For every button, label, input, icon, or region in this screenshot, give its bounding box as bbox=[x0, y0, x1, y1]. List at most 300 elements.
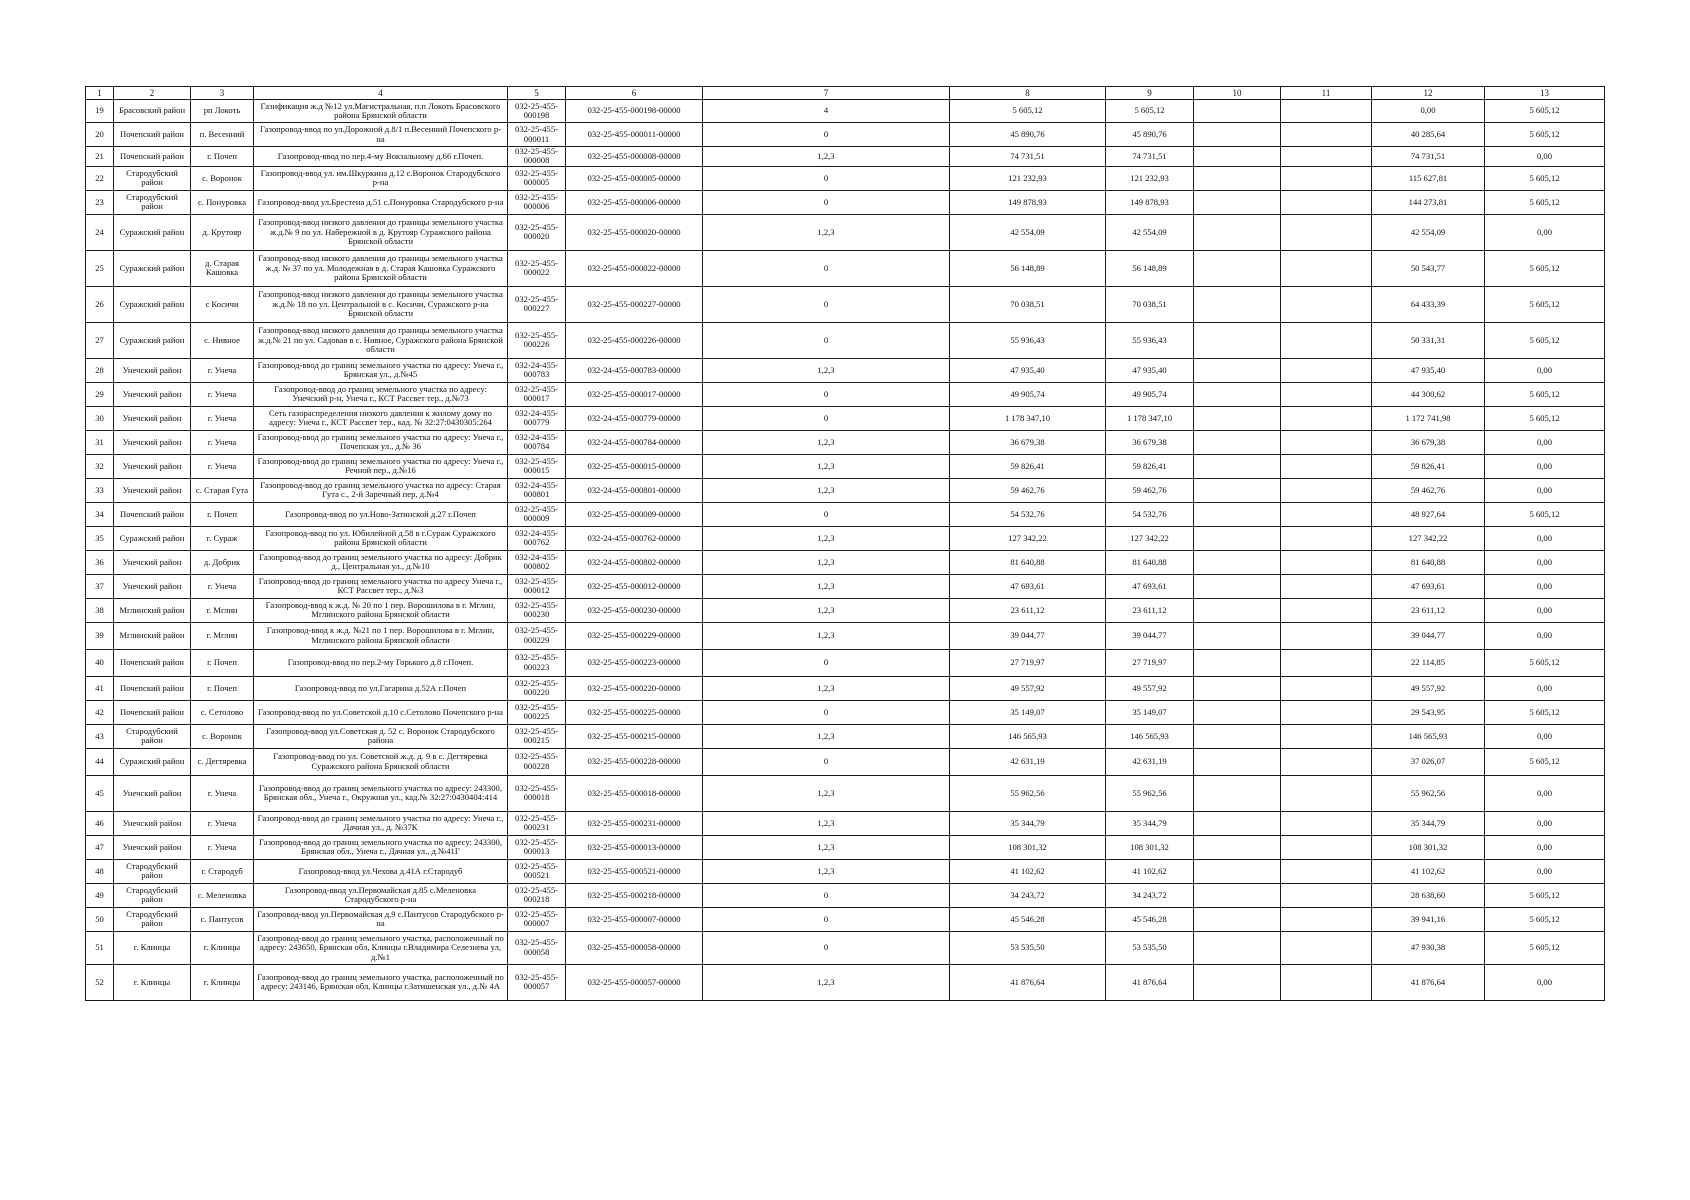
full-code-cell: 032-24-455-000802-00000 bbox=[566, 550, 703, 574]
column-11-cell bbox=[1281, 123, 1372, 147]
column-8-amount-cell: 42 631,19 bbox=[950, 748, 1106, 775]
column-8-amount-cell: 55 962,56 bbox=[950, 775, 1106, 811]
column-13-amount-cell: 5 605,12 bbox=[1485, 123, 1605, 147]
column-13-amount-cell: 0,00 bbox=[1485, 430, 1605, 454]
column-7-cell: 1,2,3 bbox=[703, 454, 950, 478]
column-11-cell bbox=[1281, 250, 1372, 286]
column-12-amount-cell: 47 935,40 bbox=[1372, 358, 1485, 382]
object-name-cell: Газопровод-ввод по ул. Советской ж.д. д. 9 в с. Дегтяревка Суражского района Брянской области bbox=[254, 748, 508, 775]
locality-cell: с. Понуровка bbox=[191, 190, 254, 214]
table-row bbox=[86, 622, 1605, 649]
column-8-amount-cell: 41 876,64 bbox=[950, 964, 1106, 1000]
object-code-cell: 032-25-455-000009 bbox=[508, 502, 566, 526]
column-10-cell bbox=[1194, 322, 1281, 358]
object-code-cell: 032-25-455-000008 bbox=[508, 147, 566, 167]
column-10-cell bbox=[1194, 775, 1281, 811]
column-10-cell bbox=[1194, 859, 1281, 883]
column-8-amount-cell: 39 044,77 bbox=[950, 622, 1106, 649]
column-7-cell: 1,2,3 bbox=[703, 724, 950, 748]
column-9-amount-cell: 70 038,51 bbox=[1106, 286, 1194, 322]
column-8-amount-cell: 49 557,92 bbox=[950, 676, 1106, 700]
object-code-cell: 032-25-455-000220 bbox=[508, 676, 566, 700]
full-code-cell: 032-25-455-000022-00000 bbox=[566, 250, 703, 286]
object-name-cell: Газопровод-ввод ул.Брестена д.51 с.Понуровка Стародубского р-на bbox=[254, 190, 508, 214]
header-cell: 8 bbox=[950, 87, 1106, 100]
column-11-cell bbox=[1281, 859, 1372, 883]
column-7-cell: 0 bbox=[703, 406, 950, 430]
object-code-cell: 032-25-455-000229 bbox=[508, 622, 566, 649]
object-name-cell: Газопровод-ввод к ж.д. № 20 по 1 пер. Ворошилова в г. Мглин, Мглинского района Брянской области bbox=[254, 598, 508, 622]
column-13-amount-cell: 0,00 bbox=[1485, 358, 1605, 382]
object-code-cell: 032-25-455-000227 bbox=[508, 286, 566, 322]
column-10-cell bbox=[1194, 214, 1281, 250]
column-12-amount-cell: 35 344,79 bbox=[1372, 811, 1485, 835]
column-11-cell bbox=[1281, 478, 1372, 502]
locality-cell: д. Добрик bbox=[191, 550, 254, 574]
header-cell: 6 bbox=[566, 87, 703, 100]
district-cell: Брасовский район bbox=[114, 100, 191, 123]
district-cell: Почепский район bbox=[114, 502, 191, 526]
column-13-amount-cell: 0,00 bbox=[1485, 550, 1605, 574]
column-13-amount-cell: 5 605,12 bbox=[1485, 748, 1605, 775]
object-name-cell: Газопровод-ввод до границ земельного участка по адресу: Унеча г., Почепская ул., д.№ 36 bbox=[254, 430, 508, 454]
column-8-amount-cell: 45 890,76 bbox=[950, 123, 1106, 147]
column-7-cell: 0 bbox=[703, 748, 950, 775]
column-9-amount-cell: 59 826,41 bbox=[1106, 454, 1194, 478]
object-code-cell: 032-25-455-000007 bbox=[508, 907, 566, 931]
column-13-amount-cell: 0,00 bbox=[1485, 598, 1605, 622]
column-7-cell: 0 bbox=[703, 250, 950, 286]
row-number-cell: 47 bbox=[86, 835, 114, 859]
row-number-cell: 27 bbox=[86, 322, 114, 358]
column-12-amount-cell: 23 611,12 bbox=[1372, 598, 1485, 622]
locality-cell: с. Воронок bbox=[191, 166, 254, 190]
district-cell: Суражский район bbox=[114, 526, 191, 550]
table-row bbox=[86, 811, 1605, 835]
district-cell: Унечский район bbox=[114, 574, 191, 598]
full-code-cell: 032-25-455-000230-00000 bbox=[566, 598, 703, 622]
locality-cell: г. Мглин bbox=[191, 598, 254, 622]
column-7-cell: 1,2,3 bbox=[703, 147, 950, 167]
district-cell: Стародубский район bbox=[114, 859, 191, 883]
column-13-amount-cell: 5 605,12 bbox=[1485, 190, 1605, 214]
column-11-cell bbox=[1281, 100, 1372, 123]
column-7-cell: 1,2,3 bbox=[703, 550, 950, 574]
object-name-cell: Газопровод-ввод ул.Чехова д.41А г.Стародуб bbox=[254, 859, 508, 883]
column-11-cell bbox=[1281, 748, 1372, 775]
object-code-cell: 032-25-455-000011 bbox=[508, 123, 566, 147]
district-cell: Унечский район bbox=[114, 775, 191, 811]
column-12-amount-cell: 0,00 bbox=[1372, 100, 1485, 123]
district-cell: Почепский район bbox=[114, 700, 191, 724]
column-10-cell bbox=[1194, 550, 1281, 574]
full-code-cell: 032-25-455-000005-00000 bbox=[566, 166, 703, 190]
column-13-amount-cell: 5 605,12 bbox=[1485, 502, 1605, 526]
object-name-cell: Газопровод-ввод до границ земельного участка по адресу: Унеча г., Дачная ул., д. №37К bbox=[254, 811, 508, 835]
column-12-amount-cell: 49 557,92 bbox=[1372, 676, 1485, 700]
full-code-cell: 032-24-455-000801-00000 bbox=[566, 478, 703, 502]
column-9-amount-cell: 53 535,50 bbox=[1106, 931, 1194, 964]
object-name-cell: Газопровод-ввод до границ земельного участка по адресу: Унечский р-н, Унеча г., КСТ Рассвет тер., д.№73 bbox=[254, 382, 508, 406]
column-12-amount-cell: 146 565,93 bbox=[1372, 724, 1485, 748]
district-cell: Стародубский район bbox=[114, 907, 191, 931]
column-10-cell bbox=[1194, 382, 1281, 406]
column-7-cell: 1,2,3 bbox=[703, 859, 950, 883]
table-row bbox=[86, 964, 1605, 1000]
column-9-amount-cell: 5 605,12 bbox=[1106, 100, 1194, 123]
object-name-cell: Газопровод-ввод по ул.Ново-Затинской д.27 г.Почеп bbox=[254, 502, 508, 526]
row-number-cell: 29 bbox=[86, 382, 114, 406]
column-9-amount-cell: 35 344,79 bbox=[1106, 811, 1194, 835]
table-row bbox=[86, 147, 1605, 167]
row-number-cell: 41 bbox=[86, 676, 114, 700]
column-7-cell: 0 bbox=[703, 166, 950, 190]
column-8-amount-cell: 49 905,74 bbox=[950, 382, 1106, 406]
register-table-body bbox=[86, 87, 1605, 1001]
object-name-cell: Газопровод-ввод низкого давления до границы земельного участка ж.д.№ 18 по ул. Центральной в с. Косичи, Суражского р-на Брянской области bbox=[254, 286, 508, 322]
column-9-amount-cell: 81 640,88 bbox=[1106, 550, 1194, 574]
column-12-amount-cell: 44 300,62 bbox=[1372, 382, 1485, 406]
column-11-cell bbox=[1281, 724, 1372, 748]
column-13-amount-cell: 0,00 bbox=[1485, 574, 1605, 598]
column-12-amount-cell: 39 044,77 bbox=[1372, 622, 1485, 649]
row-number-cell: 42 bbox=[86, 700, 114, 724]
column-10-cell bbox=[1194, 190, 1281, 214]
column-7-cell: 1,2,3 bbox=[703, 775, 950, 811]
object-code-cell: 032-25-455-000226 bbox=[508, 322, 566, 358]
district-cell: Мглинский район bbox=[114, 598, 191, 622]
column-11-cell bbox=[1281, 147, 1372, 167]
full-code-cell: 032-25-455-000215-00000 bbox=[566, 724, 703, 748]
column-12-amount-cell: 36 679,38 bbox=[1372, 430, 1485, 454]
column-11-cell bbox=[1281, 190, 1372, 214]
column-8-amount-cell: 149 878,93 bbox=[950, 190, 1106, 214]
object-code-cell: 032-24-455-000801 bbox=[508, 478, 566, 502]
district-cell: Унечский район bbox=[114, 478, 191, 502]
column-9-amount-cell: 146 565,93 bbox=[1106, 724, 1194, 748]
column-12-amount-cell: 50 543,77 bbox=[1372, 250, 1485, 286]
column-10-cell bbox=[1194, 100, 1281, 123]
header-cell: 9 bbox=[1106, 87, 1194, 100]
column-13-amount-cell: 5 605,12 bbox=[1485, 100, 1605, 123]
row-number-cell: 38 bbox=[86, 598, 114, 622]
column-9-amount-cell: 41 876,64 bbox=[1106, 964, 1194, 1000]
column-10-cell bbox=[1194, 676, 1281, 700]
object-code-cell: 032-25-455-000231 bbox=[508, 811, 566, 835]
column-8-amount-cell: 27 719,97 bbox=[950, 649, 1106, 676]
row-number-cell: 43 bbox=[86, 724, 114, 748]
column-8-amount-cell: 70 038,51 bbox=[950, 286, 1106, 322]
header-cell: 4 bbox=[254, 87, 508, 100]
table-row bbox=[86, 190, 1605, 214]
row-number-cell: 24 bbox=[86, 214, 114, 250]
row-number-cell: 46 bbox=[86, 811, 114, 835]
column-9-amount-cell: 108 301,32 bbox=[1106, 835, 1194, 859]
table-row bbox=[86, 214, 1605, 250]
table-row bbox=[86, 775, 1605, 811]
table-row bbox=[86, 748, 1605, 775]
object-name-cell: Газопровод-ввод по ул.Советской д.10 с.Сетолово Почепского р-на bbox=[254, 700, 508, 724]
locality-cell: г. Сураж bbox=[191, 526, 254, 550]
column-10-cell bbox=[1194, 835, 1281, 859]
header-cell: 10 bbox=[1194, 87, 1281, 100]
object-name-cell: Газопровод-ввод по ул. Юбилейной д.58 в г.Сураж Суражского района Брянской области bbox=[254, 526, 508, 550]
column-11-cell bbox=[1281, 907, 1372, 931]
object-code-cell: 032-25-455-000218 bbox=[508, 883, 566, 907]
column-9-amount-cell: 45 546,28 bbox=[1106, 907, 1194, 931]
column-9-amount-cell: 1 178 347,10 bbox=[1106, 406, 1194, 430]
row-number-cell: 39 bbox=[86, 622, 114, 649]
column-7-cell: 0 bbox=[703, 502, 950, 526]
object-name-cell: Газопровод-ввод до границ земельного участка, расположенный по адресу: 243650, Брянская обл, Клинцы г.Владимира Селезнева ул, д.№1 bbox=[254, 931, 508, 964]
column-10-cell bbox=[1194, 430, 1281, 454]
locality-cell: с. Меленовка bbox=[191, 883, 254, 907]
object-name-cell: Газопровод-ввод по пер.4-му Вокзальному д.66 г.Почеп. bbox=[254, 147, 508, 167]
district-cell: Унечский район bbox=[114, 430, 191, 454]
object-name-cell: Газопровод-ввод до границ земельного участка, расположенный по адресу: 243146, Брянская обл, Клинцы г.Затишенская ул., д.№ 4А bbox=[254, 964, 508, 1000]
locality-cell: с. Нивное bbox=[191, 322, 254, 358]
object-code-cell: 032-25-455-000017 bbox=[508, 382, 566, 406]
district-cell: г. Клинцы bbox=[114, 964, 191, 1000]
column-11-cell bbox=[1281, 622, 1372, 649]
column-12-amount-cell: 40 285,64 bbox=[1372, 123, 1485, 147]
column-7-cell: 1,2,3 bbox=[703, 526, 950, 550]
column-9-amount-cell: 127 342,22 bbox=[1106, 526, 1194, 550]
full-code-cell: 032-24-455-000762-00000 bbox=[566, 526, 703, 550]
column-11-cell bbox=[1281, 676, 1372, 700]
column-10-cell bbox=[1194, 166, 1281, 190]
column-13-amount-cell: 0,00 bbox=[1485, 214, 1605, 250]
column-12-amount-cell: 37 026,07 bbox=[1372, 748, 1485, 775]
column-12-amount-cell: 59 462,76 bbox=[1372, 478, 1485, 502]
column-9-amount-cell: 149 878,93 bbox=[1106, 190, 1194, 214]
column-11-cell bbox=[1281, 835, 1372, 859]
object-code-cell: 032-25-455-000005 bbox=[508, 166, 566, 190]
column-8-amount-cell: 53 535,50 bbox=[950, 931, 1106, 964]
row-number-cell: 31 bbox=[86, 430, 114, 454]
column-10-cell bbox=[1194, 811, 1281, 835]
column-10-cell bbox=[1194, 964, 1281, 1000]
column-11-cell bbox=[1281, 550, 1372, 574]
full-code-cell: 032-25-455-000228-00000 bbox=[566, 748, 703, 775]
locality-cell: г. Унеча bbox=[191, 775, 254, 811]
district-cell: Почепский район bbox=[114, 649, 191, 676]
locality-cell: г. Унеча bbox=[191, 358, 254, 382]
row-number-cell: 20 bbox=[86, 123, 114, 147]
object-name-cell: Сеть газораспределения низкого давления к жилому дому по адресу: Унеча г., КСТ Рассвет тер., кад. № 32:27:0430305:264 bbox=[254, 406, 508, 430]
column-13-amount-cell: 0,00 bbox=[1485, 147, 1605, 167]
column-9-amount-cell: 55 936,43 bbox=[1106, 322, 1194, 358]
column-7-cell: 0 bbox=[703, 931, 950, 964]
object-name-cell: Газопровод-ввод до границ земельного участка по адресу: 243300, Брянская обл., Унеча г., Окружная ул., кад.№ 32:27:0430404:414 bbox=[254, 775, 508, 811]
full-code-cell: 032-24-455-000783-00000 bbox=[566, 358, 703, 382]
object-name-cell: Газопровод-ввод до границ земельного участка по адресу: Старая Гута с., 2-й Заречный пер, д.№4 bbox=[254, 478, 508, 502]
table-row bbox=[86, 382, 1605, 406]
column-8-amount-cell: 59 826,41 bbox=[950, 454, 1106, 478]
column-9-amount-cell: 36 679,38 bbox=[1106, 430, 1194, 454]
column-11-cell bbox=[1281, 166, 1372, 190]
locality-cell: г. Унеча bbox=[191, 454, 254, 478]
column-10-cell bbox=[1194, 700, 1281, 724]
column-10-cell bbox=[1194, 724, 1281, 748]
object-code-cell: 032-24-455-000762 bbox=[508, 526, 566, 550]
full-code-cell: 032-25-455-000015-00000 bbox=[566, 454, 703, 478]
district-cell: Почепский район bbox=[114, 147, 191, 167]
header-cell: 11 bbox=[1281, 87, 1372, 100]
column-7-cell: 1,2,3 bbox=[703, 835, 950, 859]
column-12-amount-cell: 29 543,95 bbox=[1372, 700, 1485, 724]
column-9-amount-cell: 54 532,76 bbox=[1106, 502, 1194, 526]
object-name-cell: Газопровод-ввод ул.Первомайская д.85 с.Меленовка Стародубского р-на bbox=[254, 883, 508, 907]
row-number-cell: 44 bbox=[86, 748, 114, 775]
object-name-cell: Газопровод-ввод до границ земельного участка по адресу: Унеча г., Речной пер., д.№16 bbox=[254, 454, 508, 478]
district-cell: Стародубский район bbox=[114, 724, 191, 748]
object-code-cell: 032-25-455-000020 bbox=[508, 214, 566, 250]
object-name-cell: Газопровод-ввод до границ земельного участка по адресу: Унеча г., Брянская ул., д.№45 bbox=[254, 358, 508, 382]
table-row bbox=[86, 406, 1605, 430]
full-code-cell: 032-25-455-000229-00000 bbox=[566, 622, 703, 649]
column-10-cell bbox=[1194, 598, 1281, 622]
full-code-cell: 032-25-455-000012-00000 bbox=[566, 574, 703, 598]
column-9-amount-cell: 55 962,56 bbox=[1106, 775, 1194, 811]
column-13-amount-cell: 0,00 bbox=[1485, 835, 1605, 859]
column-9-amount-cell: 121 232,93 bbox=[1106, 166, 1194, 190]
locality-cell: рп Локоть bbox=[191, 100, 254, 123]
column-8-amount-cell: 121 232,93 bbox=[950, 166, 1106, 190]
column-7-cell: 1,2,3 bbox=[703, 358, 950, 382]
column-11-cell bbox=[1281, 214, 1372, 250]
table-row bbox=[86, 478, 1605, 502]
table-row bbox=[86, 550, 1605, 574]
object-code-cell: 032-24-455-000784 bbox=[508, 430, 566, 454]
column-7-cell: 1,2,3 bbox=[703, 964, 950, 1000]
column-10-cell bbox=[1194, 526, 1281, 550]
object-name-cell: Газопровод-ввод до границ земельного участка по адресу: Добрик д., Центральная ул., д.№10 bbox=[254, 550, 508, 574]
column-9-amount-cell: 27 719,97 bbox=[1106, 649, 1194, 676]
locality-cell: г. Почеп bbox=[191, 147, 254, 167]
full-code-cell: 032-25-455-000009-00000 bbox=[566, 502, 703, 526]
column-9-amount-cell: 47 693,61 bbox=[1106, 574, 1194, 598]
full-code-cell: 032-25-455-000223-00000 bbox=[566, 649, 703, 676]
column-9-amount-cell: 35 149,07 bbox=[1106, 700, 1194, 724]
locality-cell: с. Старая Гута bbox=[191, 478, 254, 502]
column-13-amount-cell: 5 605,12 bbox=[1485, 649, 1605, 676]
column-11-cell bbox=[1281, 526, 1372, 550]
column-13-amount-cell: 5 605,12 bbox=[1485, 382, 1605, 406]
full-code-cell: 032-25-455-000008-00000 bbox=[566, 147, 703, 167]
object-code-cell: 032-25-455-000228 bbox=[508, 748, 566, 775]
column-9-amount-cell: 45 890,76 bbox=[1106, 123, 1194, 147]
column-11-cell bbox=[1281, 598, 1372, 622]
column-11-cell bbox=[1281, 931, 1372, 964]
table-row bbox=[86, 907, 1605, 931]
column-13-amount-cell: 0,00 bbox=[1485, 811, 1605, 835]
row-number-cell: 49 bbox=[86, 883, 114, 907]
locality-cell: г. Мглин bbox=[191, 622, 254, 649]
object-name-cell: Газопровод-ввод ул.Советская д. 52 с. Воронок Стародубского района bbox=[254, 724, 508, 748]
column-9-amount-cell: 59 462,76 bbox=[1106, 478, 1194, 502]
object-name-cell: Газопровод-ввод по ул.Гагарина д.52А г.Почеп bbox=[254, 676, 508, 700]
object-name-cell: Газопровод-ввод до границ земельного участка по адресу Унеча г., КСТ Рассвет тер., д.№3 bbox=[254, 574, 508, 598]
column-12-amount-cell: 115 627,81 bbox=[1372, 166, 1485, 190]
object-name-cell: Газификация ж.д №12 ул.Магистральная, п.п Локоть Брасовского района Брянской области bbox=[254, 100, 508, 123]
district-cell: Почепский район bbox=[114, 123, 191, 147]
column-12-amount-cell: 55 962,56 bbox=[1372, 775, 1485, 811]
column-11-cell bbox=[1281, 406, 1372, 430]
table-row bbox=[86, 859, 1605, 883]
column-13-amount-cell: 0,00 bbox=[1485, 775, 1605, 811]
column-9-amount-cell: 49 557,92 bbox=[1106, 676, 1194, 700]
locality-cell: г. Унеча bbox=[191, 811, 254, 835]
register-table bbox=[85, 86, 1605, 1001]
column-8-amount-cell: 35 344,79 bbox=[950, 811, 1106, 835]
column-12-amount-cell: 64 433,39 bbox=[1372, 286, 1485, 322]
column-8-amount-cell: 36 679,38 bbox=[950, 430, 1106, 454]
row-number-cell: 23 bbox=[86, 190, 114, 214]
column-10-cell bbox=[1194, 574, 1281, 598]
full-code-cell: 032-25-455-000007-00000 bbox=[566, 907, 703, 931]
column-8-amount-cell: 108 301,32 bbox=[950, 835, 1106, 859]
locality-cell: с. Сетолово bbox=[191, 700, 254, 724]
column-8-amount-cell: 81 640,88 bbox=[950, 550, 1106, 574]
column-9-amount-cell: 74 731,51 bbox=[1106, 147, 1194, 167]
table-row bbox=[86, 598, 1605, 622]
row-number-cell: 50 bbox=[86, 907, 114, 931]
object-name-cell: Газопровод-ввод ул. им.Шкуркина д.12 с.Воронок Стародубского р-на bbox=[254, 166, 508, 190]
locality-cell: д. Крутояр bbox=[191, 214, 254, 250]
row-number-cell: 36 bbox=[86, 550, 114, 574]
column-13-amount-cell: 5 605,12 bbox=[1485, 322, 1605, 358]
column-12-amount-cell: 41 102,62 bbox=[1372, 859, 1485, 883]
object-code-cell: 032-24-455-000783 bbox=[508, 358, 566, 382]
column-7-cell: 1,2,3 bbox=[703, 676, 950, 700]
column-11-cell bbox=[1281, 649, 1372, 676]
column-13-amount-cell: 0,00 bbox=[1485, 454, 1605, 478]
full-code-cell: 032-25-455-000018-00000 bbox=[566, 775, 703, 811]
full-code-cell: 032-25-455-000227-00000 bbox=[566, 286, 703, 322]
object-name-cell: Газопровод-ввод к ж.д. №21 по 1 пер. Ворошилова в г. Мглин, Мглинского района Брянской области bbox=[254, 622, 508, 649]
district-cell: Суражский район bbox=[114, 214, 191, 250]
object-code-cell: 032-25-455-000215 bbox=[508, 724, 566, 748]
district-cell: Унечский район bbox=[114, 835, 191, 859]
column-9-amount-cell: 42 631,19 bbox=[1106, 748, 1194, 775]
locality-cell: г. Почеп bbox=[191, 649, 254, 676]
header-cell: 13 bbox=[1485, 87, 1605, 100]
object-name-cell: Газопровод-ввод низкого давления до границы земельного участка ж.д.№ 21 по ул. Садовая в с. Нивное, Суражского района Брянской области bbox=[254, 322, 508, 358]
column-8-amount-cell: 41 102,62 bbox=[950, 859, 1106, 883]
object-code-cell: 032-25-455-000018 bbox=[508, 775, 566, 811]
row-number-cell: 22 bbox=[86, 166, 114, 190]
column-13-amount-cell: 0,00 bbox=[1485, 676, 1605, 700]
district-cell: Суражский район bbox=[114, 250, 191, 286]
locality-cell: г. Унеча bbox=[191, 430, 254, 454]
column-8-amount-cell: 45 546,28 bbox=[950, 907, 1106, 931]
column-12-amount-cell: 41 876,64 bbox=[1372, 964, 1485, 1000]
object-name-cell: Газопровод-ввод по ул.Дорожной д.8/1 п.Весенний Почепского р-на bbox=[254, 123, 508, 147]
row-number-cell: 32 bbox=[86, 454, 114, 478]
column-8-amount-cell: 55 936,43 bbox=[950, 322, 1106, 358]
column-10-cell bbox=[1194, 748, 1281, 775]
column-7-cell: 0 bbox=[703, 382, 950, 406]
column-12-amount-cell: 50 331,31 bbox=[1372, 322, 1485, 358]
full-code-cell: 032-24-455-000779-00000 bbox=[566, 406, 703, 430]
column-10-cell bbox=[1194, 649, 1281, 676]
column-10-cell bbox=[1194, 147, 1281, 167]
locality-cell: п. Весенний bbox=[191, 123, 254, 147]
column-12-amount-cell: 48 927,64 bbox=[1372, 502, 1485, 526]
district-cell: г. Клинцы bbox=[114, 931, 191, 964]
column-8-amount-cell: 1 178 347,10 bbox=[950, 406, 1106, 430]
